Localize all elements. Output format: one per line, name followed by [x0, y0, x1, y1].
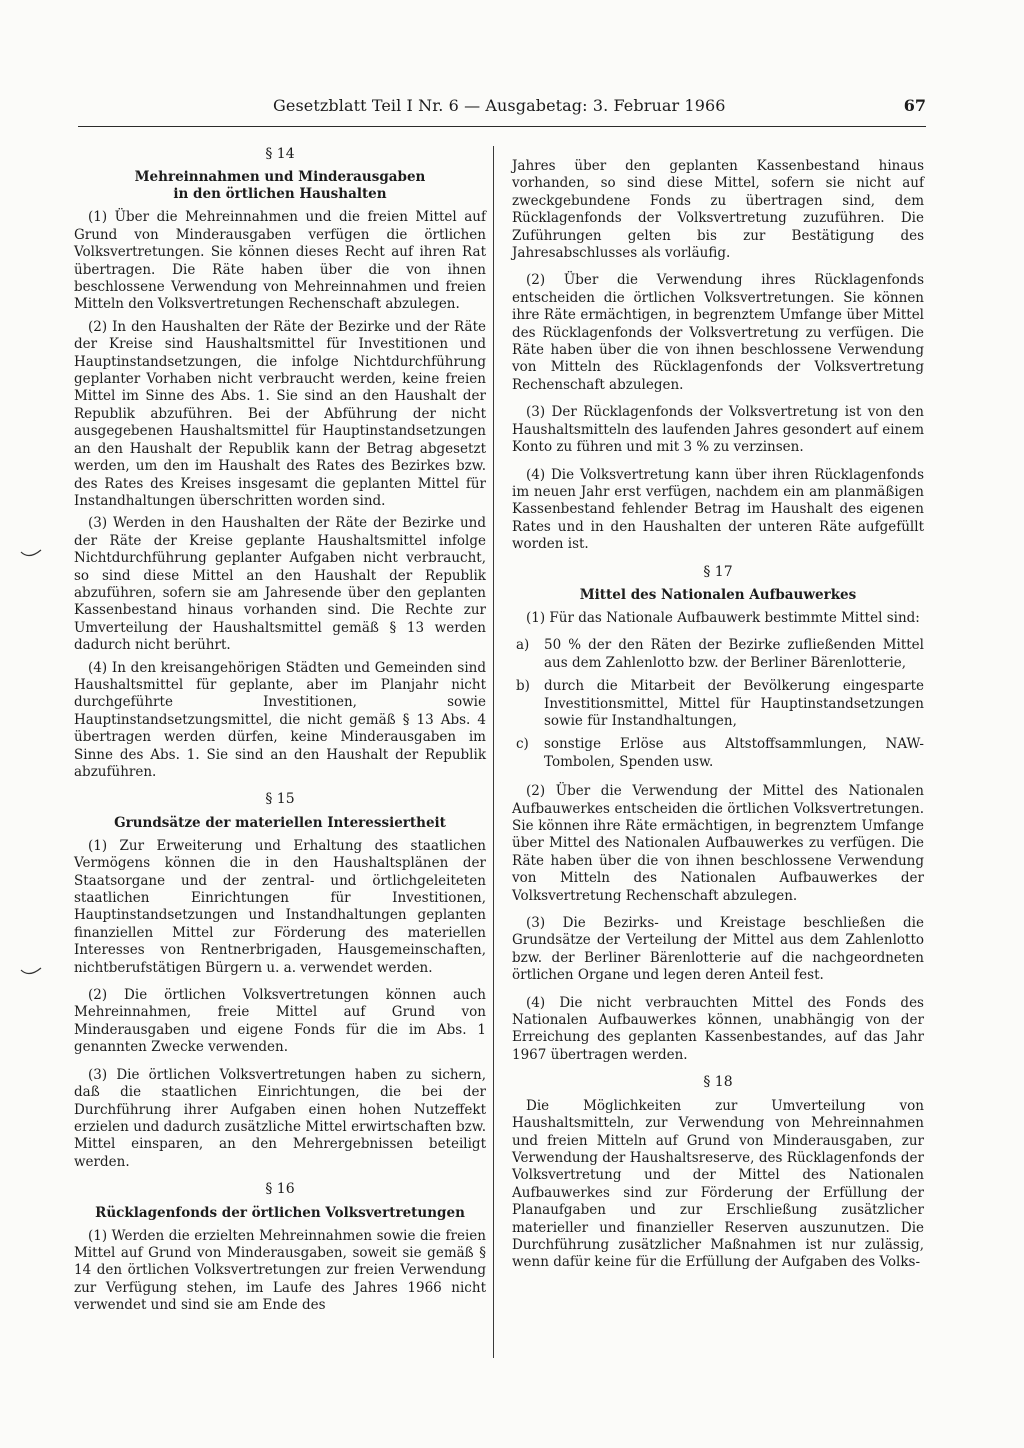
list-item [512, 678, 924, 730]
paragraph: (4) Die Volksvertretung kann über ihren Rücklagenfonds im neuen Jahr erst verfügen, nachdem ein am planmäßigen Kassenbestand fehlender Betrag im Haushalt des eigenen Rates und in den Haushalten der unteren Räte aufgefüllt worden ist. [512, 466, 924, 553]
paragraph: (3) Die örtlichen Volksvertretungen haben zu sichern, daß die staatlichen Einrichtungen, die bei der Durchführung ihrer Aufgaben einen hohen Nutzeffekt erzielen und dadurch zusätzliche Mittel erwirtschaften bzw. Mittel einsparen, an den Mehrergebnissen beteiligt werden. [74, 1066, 486, 1170]
section-title: Rücklagenfonds der örtlichen Volksvertretungen [95, 1204, 465, 1221]
list-marker: b) [516, 678, 530, 695]
paragraph: (2) Über die Verwendung ihres Rücklagenfonds entscheiden die örtlichen Volksvertretungen. Sie können ihre Räte ermächtigen, in begrenztem Umfange über Mittel des Rücklagenfonds der Volksvertretung zu verfügen. Die Räte haben über die von ihnen beschlossene Verwendung von Mitteln des Rücklagenfonds der Volksvertretung Rechenschaft abzulegen. [512, 272, 924, 393]
list-item [512, 736, 924, 771]
header-title: Gesetzblatt Teil I Nr. 6 — Ausgabetag: 3. Februar 1966 [273, 96, 726, 115]
paragraph: (1) Zur Erweiterung und Erhaltung des staatlichen Vermögens können die in den Haushaltsplänen der Staatsorgane und der zentral- und örtlichgeleiteten staatlichen Einrichtungen für Investitionen, Hauptinstandsetzungen und Instandhaltungen geplanten finanziellen Mittel zur Förderung des materiellen Interesses von Rentnerbrigaden, Hausgemeinschaften, nichtberufstätigen Bürgern u. a. verwendet werden. [74, 837, 486, 976]
paragraph: (2) Die örtlichen Volksvertretungen können auch Mehreinnahmen, freie Mittel auf Grund von Minderausgaben und eigene Fonds für die im Abs. 1 genannten Zwecke verwenden. [74, 987, 486, 1056]
paragraph: (2) Über die Verwendung der Mittel des Nationalen Aufbauwerkes entscheiden die örtlichen Volksvertretungen. Sie können ihre Räte ermächtigen, in begrenztem Umfange über Mittel des Nationalen Aufbauwerkes zu verfügen. Die Räte haben über die von ihnen beschlossene Verwendung von Mitteln des Nationalen Aufbauwerkes der Volksvertretung Rechenschaft abzulegen. [512, 783, 924, 904]
section-number: § 14 [265, 146, 295, 162]
section-title: Grundsätze der materiellen Interessiertheit [114, 814, 446, 831]
list-text: durch die Mitarbeit der Bevölkerung eingesparte Investitionsmittel, Mittel für Hauptinstandsetzungen sowie für Instandhaltungen, [544, 678, 924, 729]
page-header [78, 94, 926, 127]
section-title-line: Mehreinnahmen und Minderausgaben [134, 169, 426, 186]
list-text: sonstige Erlöse aus Altstoffsammlungen, NAW-Tombolen, Spenden usw. [544, 736, 924, 770]
paragraph: (1) Über die Mehreinnahmen und die freien Mittel auf Grund von Minderausgaben verfügen die örtlichen Volksvertretungen. Sie können dieses Recht auf ihren Rat übertragen. Die Räte haben über die von ihnen beschlossene Verwendung von Mehreinnahmen und freien Mitteln den Volksvertretungen Rechenschaft abzulegen. [74, 209, 486, 313]
paragraph: Die Möglichkeiten zur Umverteilung von Haushaltsmitteln, zur Verwendung von Mehreinnahmen und freien Mitteln auf Grund von Minderausgaben, zur Verwendung der Haushaltsreserve, des Rücklagenfonds der Volksvertretung und der Mittel des Nationalen Aufbauwerkes sind zur Förderung der Erfüllung der Planaufgaben und zur Erschließung zusätzlicher materieller und finanzieller Reserven auszunutzen. Die Durchführung zusätzlicher Maßnahmen ist nur zulässig, wenn dafür keine für die Erfüllung der Aufgaben des Volks- [512, 1097, 924, 1271]
paragraph: (2) In den Haushalten der Räte der Bezirke und der Räte der Kreise sind Haushaltsmittel für Investitionen und Hauptinstandsetzungen, die infolge Nichtdurchführung geplanter Vorhaben nicht verbraucht werden, keine freien Mittel im Sinne des Abs. 1. Sie sind an den Haushalt der Republik abzuführen. Bei der Abführung der nicht ausgegebenen Haushaltsmittel für Hauptinstandsetzungen an den Haushalt der Republik kann der Betrag abgesetzt werden, um den im Haushalt des Rates des Bezirkes bzw. des Rates des Kreises insgesamt die geplanten Mittel für Instandhaltungen überschritten worden sind. [74, 318, 486, 509]
paragraph: (1) Werden die erzielten Mehreinnahmen sowie die freien Mittel auf Grund von Minderausgaben, soweit sie gemäß § 14 den örtlichen Volksvertretungen zur freien Verwendung zur Verfügung stehen, im Laufe des Jahres 1966 nicht verwendet und sind sie am Ende des [74, 1227, 486, 1314]
section-title [74, 169, 486, 203]
list-text: 50 % der den Räten der Bezirke zufließenden Mittel aus dem Zahlenlotto bzw. der Berliner Bärenlotterie, [544, 637, 924, 671]
list-item [512, 637, 924, 672]
section-number: § 15 [265, 791, 295, 808]
section-number: § 16 [265, 1181, 295, 1198]
page-number: 67 [903, 96, 926, 115]
paragraph: (3) Der Rücklagenfonds der Volksvertretung ist von den Haushaltsmitteln des laufenden Jahres gesondert auf einem Konto zu führen und mit 3 % zu verzinsen. [512, 404, 924, 456]
paragraph: (4) In den kreisangehörigen Städten und Gemeinden sind Haushaltsmittel für geplante, aber im Planjahr nicht durchgeführte Investitionen, sowie Hauptinstandsetzungsmittel, die nicht gemäß § 13 Abs. 4 übertragen werden dürfen, keine Minderausgaben im Sinne des Abs. 1. Sie sind an den Haushalt der Republik abzuführen. [74, 659, 486, 780]
section-title: Mittel des Nationalen Aufbauwerkes [579, 586, 857, 603]
list-marker: c) [516, 736, 529, 753]
column-divider [493, 146, 494, 1358]
paragraph: Jahres über den geplanten Kassenbestand hinaus vorhanden, so sind diese Mittel, sofern sie nicht auf zweckgebundene Fonds zu übertragen sind, dem Rücklagenfonds der Volksvertretung zuzuführen. Die Zuführungen gelten bis zur Bestätigung des Jahresabschlusses als vorläufig. [512, 158, 924, 262]
paragraph: (3) Die Bezirks- und Kreistage beschließen die Grundsätze der Verteilung der Mittel aus dem Zahlenlotto bzw. der Berliner Bärenlotterie auf die nachgeordneten örtlichen Organe und legen deren Anteil fest. [512, 915, 924, 984]
section-number: § 17 [703, 563, 733, 580]
paragraph: (1) Für das Nationale Aufbauwerk bestimmte Mittel sind: [526, 609, 920, 626]
margin-pencil-mark [20, 548, 42, 560]
margin-pencil-mark [20, 966, 42, 978]
paragraph: (4) Die nicht verbrauchten Mittel des Fonds des Nationalen Aufbauwerkes können, unabhängig von der Erreichung des geplanten Kassenbestandes, auf das Jahr 1967 übertragen werden. [512, 994, 924, 1063]
left-column [74, 144, 486, 1320]
section-title-line: in den örtlichen Haushalten [173, 186, 387, 203]
section-number: § 18 [703, 1074, 733, 1091]
right-column [512, 158, 924, 1277]
list-marker: a) [516, 637, 530, 654]
paragraph: (3) Werden in den Haushalten der Räte der Bezirke und der Räte der Kreise geplante Haushaltsmittel infolge Nichtdurchführung geplanter Aufgaben nicht verbraucht, so sind diese Mittel an den Haushalt der Republik abzuführen, sofern sie am Jahresende über den geplanten Kassenbestand hinaus vorhanden sind. Die Rechte zur Umverteilung der Haushaltsmittel gemäß § 13 werden dadurch nicht berührt. [74, 515, 486, 654]
